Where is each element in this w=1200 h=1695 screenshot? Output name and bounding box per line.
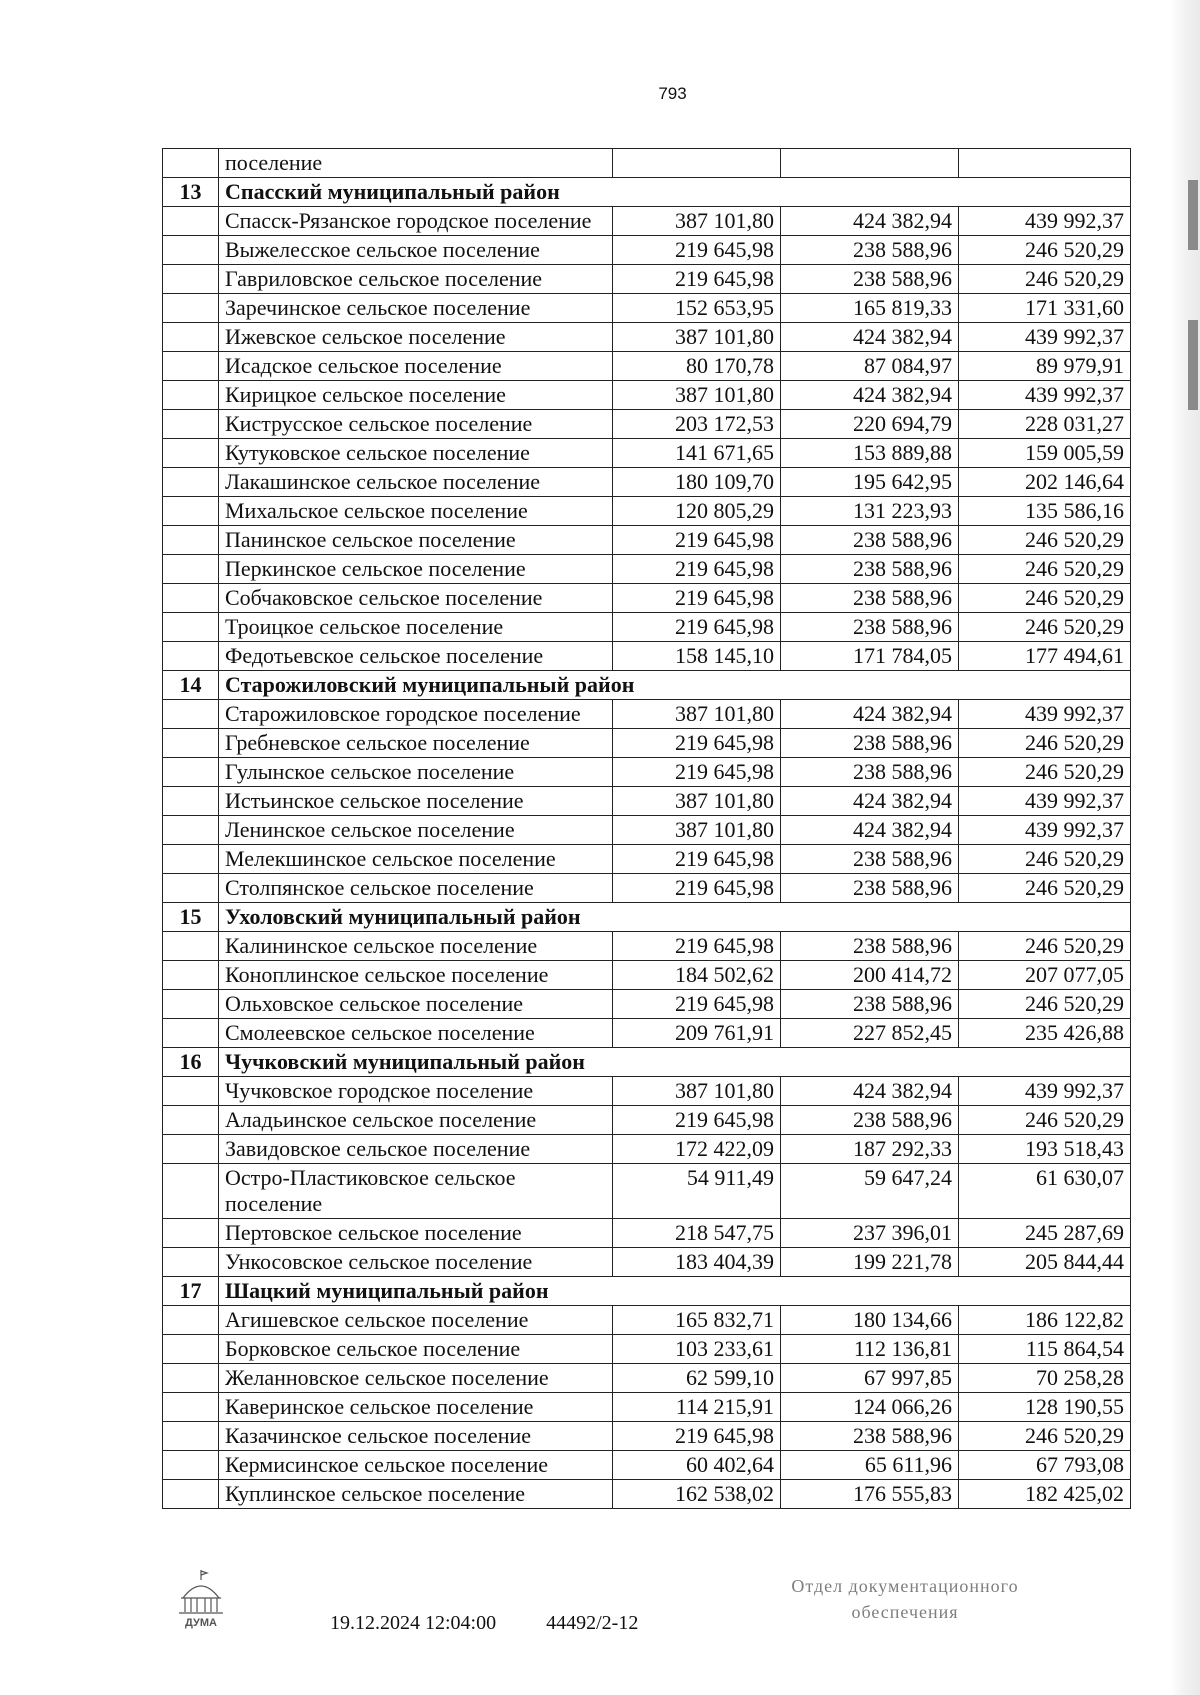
table-row — [163, 526, 1131, 555]
settlement-name: Выжелесское сельское поселение — [219, 236, 613, 265]
value-year-2: 112 136,81 — [781, 1335, 959, 1364]
table-row — [163, 1335, 1131, 1364]
value-cell — [781, 149, 959, 178]
table-row — [163, 555, 1131, 584]
settlement-name: Чучковское городское поселение — [219, 1077, 613, 1106]
table-row — [163, 874, 1131, 903]
row-number-cell — [163, 1164, 219, 1219]
table-row — [163, 1364, 1131, 1393]
settlement-name: Калининское сельское поселение — [219, 932, 613, 961]
settlement-name: Федотьевское сельское поселение — [219, 642, 613, 671]
value-year-3: 115 864,54 — [959, 1335, 1131, 1364]
value-year-2: 187 292,33 — [781, 1135, 959, 1164]
row-number-cell — [163, 265, 219, 294]
settlement-name: поселение — [219, 149, 613, 178]
value-year-2: 67 997,85 — [781, 1364, 959, 1393]
value-year-1: 54 911,49 — [613, 1164, 781, 1219]
value-cell — [613, 149, 781, 178]
district-header-row — [163, 178, 1131, 207]
value-year-1: 184 502,62 — [613, 961, 781, 990]
value-year-3: 439 992,37 — [959, 787, 1131, 816]
value-year-2: 200 414,72 — [781, 961, 959, 990]
value-year-2: 227 852,45 — [781, 1019, 959, 1048]
value-year-3: 246 520,29 — [959, 729, 1131, 758]
value-year-3: 135 586,16 — [959, 497, 1131, 526]
value-year-3: 246 520,29 — [959, 584, 1131, 613]
value-year-3: 67 793,08 — [959, 1451, 1131, 1480]
value-year-3: 228 031,27 — [959, 410, 1131, 439]
value-year-2: 238 588,96 — [781, 526, 959, 555]
row-number-cell — [163, 816, 219, 845]
value-year-3: 246 520,29 — [959, 526, 1131, 555]
district-number: 17 — [163, 1277, 219, 1306]
row-number-cell — [163, 642, 219, 671]
value-year-1: 387 101,80 — [613, 787, 781, 816]
value-year-2: 87 084,97 — [781, 352, 959, 381]
district-number: 16 — [163, 1048, 219, 1077]
budget-table — [162, 148, 1131, 1509]
value-year-3: 246 520,29 — [959, 1422, 1131, 1451]
value-year-2: 238 588,96 — [781, 584, 959, 613]
value-cell — [959, 149, 1131, 178]
value-year-1: 209 761,91 — [613, 1019, 781, 1048]
value-year-3: 246 520,29 — [959, 265, 1131, 294]
table-row — [163, 990, 1131, 1019]
row-number-cell — [163, 526, 219, 555]
budget-table-body — [163, 149, 1131, 1509]
district-header-row — [163, 1277, 1131, 1306]
value-year-3: 128 190,55 — [959, 1393, 1131, 1422]
value-year-1: 387 101,80 — [613, 323, 781, 352]
value-year-3: 439 992,37 — [959, 1077, 1131, 1106]
row-number-cell — [163, 468, 219, 497]
value-year-2: 171 784,05 — [781, 642, 959, 671]
value-year-1: 218 547,75 — [613, 1219, 781, 1248]
row-number-cell — [163, 410, 219, 439]
table-row — [163, 1451, 1131, 1480]
registration-datetime: 19.12.2024 12:04:00 — [330, 1612, 497, 1634]
settlement-name: Коноплинское сельское поселение — [219, 961, 613, 990]
table-row — [163, 1077, 1131, 1106]
value-year-1: 172 422,09 — [613, 1135, 781, 1164]
value-year-3: 235 426,88 — [959, 1019, 1131, 1048]
value-year-1: 162 538,02 — [613, 1480, 781, 1509]
value-year-3: 246 520,29 — [959, 758, 1131, 787]
row-number-cell — [163, 1364, 219, 1393]
value-year-3: 246 520,29 — [959, 845, 1131, 874]
value-year-3: 439 992,37 — [959, 700, 1131, 729]
table-row — [163, 497, 1131, 526]
value-year-3: 182 425,02 — [959, 1480, 1131, 1509]
row-number-cell — [163, 497, 219, 526]
value-year-1: 219 645,98 — [613, 758, 781, 787]
district-header-row — [163, 671, 1131, 700]
settlement-name: Исадское сельское поселение — [219, 352, 613, 381]
value-year-1: 219 645,98 — [613, 613, 781, 642]
row-number-cell — [163, 961, 219, 990]
value-year-2: 238 588,96 — [781, 1422, 959, 1451]
row-number-cell — [163, 1077, 219, 1106]
settlement-name: Остро-Пластиковское сельское поселение — [219, 1164, 613, 1219]
value-year-2: 124 066,26 — [781, 1393, 959, 1422]
row-number-cell — [163, 207, 219, 236]
value-year-2: 238 588,96 — [781, 555, 959, 584]
district-name: Шацкий муниципальный район — [219, 1277, 1131, 1306]
value-year-2: 238 588,96 — [781, 845, 959, 874]
value-year-2: 238 588,96 — [781, 613, 959, 642]
settlement-name: Гавриловское сельское поселение — [219, 265, 613, 294]
row-number-cell — [163, 1219, 219, 1248]
value-year-3: 207 077,05 — [959, 961, 1131, 990]
table-row — [163, 584, 1131, 613]
value-year-3: 245 287,69 — [959, 1219, 1131, 1248]
table-row — [163, 1480, 1131, 1509]
value-year-1: 219 645,98 — [613, 584, 781, 613]
value-year-3: 171 331,60 — [959, 294, 1131, 323]
value-year-1: 387 101,80 — [613, 381, 781, 410]
value-year-2: 238 588,96 — [781, 265, 959, 294]
table-row — [163, 1164, 1131, 1219]
settlement-name: Спасск-Рязанское городское поселение — [219, 207, 613, 236]
table-row — [163, 265, 1131, 294]
value-year-3: 246 520,29 — [959, 932, 1131, 961]
table-row — [163, 1393, 1131, 1422]
value-year-3: 205 844,44 — [959, 1248, 1131, 1277]
value-year-1: 180 109,70 — [613, 468, 781, 497]
settlement-name: Кермисинское сельское поселение — [219, 1451, 613, 1480]
value-year-2: 238 588,96 — [781, 932, 959, 961]
table-row — [163, 207, 1131, 236]
table-row — [163, 700, 1131, 729]
settlement-name: Столпянское сельское поселение — [219, 874, 613, 903]
value-year-1: 114 215,91 — [613, 1393, 781, 1422]
settlement-name: Каверинское сельское поселение — [219, 1393, 613, 1422]
table-row — [163, 1306, 1131, 1335]
table-row — [163, 1422, 1131, 1451]
value-year-2: 176 555,83 — [781, 1480, 959, 1509]
row-number-cell — [163, 845, 219, 874]
value-year-1: 219 645,98 — [613, 845, 781, 874]
value-year-3: 246 520,29 — [959, 555, 1131, 584]
table-row — [163, 729, 1131, 758]
table-row — [163, 468, 1131, 497]
value-year-1: 219 645,98 — [613, 265, 781, 294]
settlement-name: Истьинское сельское поселение — [219, 787, 613, 816]
district-header-row — [163, 903, 1131, 932]
settlement-name: Агишевское сельское поселение — [219, 1306, 613, 1335]
settlement-name: Смолеевское сельское поселение — [219, 1019, 613, 1048]
settlement-name: Куплинское сельское поселение — [219, 1480, 613, 1509]
settlement-name: Ленинское сельское поселение — [219, 816, 613, 845]
value-year-3: 439 992,37 — [959, 816, 1131, 845]
row-number-cell — [163, 1306, 219, 1335]
value-year-1: 60 402,64 — [613, 1451, 781, 1480]
district-number: 14 — [163, 671, 219, 700]
value-year-3: 193 518,43 — [959, 1135, 1131, 1164]
settlement-name: Панинское сельское поселение — [219, 526, 613, 555]
row-number-cell — [163, 1019, 219, 1048]
value-year-2: 424 382,94 — [781, 381, 959, 410]
district-name: Ухоловский муниципальный район — [219, 903, 1131, 932]
value-year-2: 131 223,93 — [781, 497, 959, 526]
value-year-3: 439 992,37 — [959, 207, 1131, 236]
value-year-2: 180 134,66 — [781, 1306, 959, 1335]
value-year-3: 246 520,29 — [959, 236, 1131, 265]
district-name: Старожиловский муниципальный район — [219, 671, 1131, 700]
settlement-name: Кирицкое сельское поселение — [219, 381, 613, 410]
table-row — [163, 845, 1131, 874]
table-row — [163, 758, 1131, 787]
row-number-cell — [163, 1135, 219, 1164]
value-year-2: 238 588,96 — [781, 1106, 959, 1135]
value-year-3: 159 005,59 — [959, 439, 1131, 468]
row-number-cell — [163, 700, 219, 729]
settlement-name: Мелекшинское сельское поселение — [219, 845, 613, 874]
row-number-cell — [163, 613, 219, 642]
value-year-1: 158 145,10 — [613, 642, 781, 671]
table-row — [163, 642, 1131, 671]
row-number-cell — [163, 323, 219, 352]
row-number-cell — [163, 236, 219, 265]
value-year-2: 59 647,24 — [781, 1164, 959, 1219]
value-year-1: 219 645,98 — [613, 932, 781, 961]
value-year-2: 165 819,33 — [781, 294, 959, 323]
settlement-name: Пертовское сельское поселение — [219, 1219, 613, 1248]
row-number-cell — [163, 352, 219, 381]
row-number-cell — [163, 932, 219, 961]
value-year-3: 177 494,61 — [959, 642, 1131, 671]
value-year-2: 238 588,96 — [781, 990, 959, 1019]
settlement-name: Собчаковское сельское поселение — [219, 584, 613, 613]
settlement-name: Аладьинское сельское поселение — [219, 1106, 613, 1135]
settlement-name: Лакашинское сельское поселение — [219, 468, 613, 497]
settlement-name: Киструсское сельское поселение — [219, 410, 613, 439]
value-year-2: 65 611,96 — [781, 1451, 959, 1480]
settlement-name: Старожиловское городское поселение — [219, 700, 613, 729]
table-row — [163, 1019, 1131, 1048]
district-header-row — [163, 1048, 1131, 1077]
table-row — [163, 236, 1131, 265]
settlement-name: Ижевское сельское поселение — [219, 323, 613, 352]
settlement-name: Перкинское сельское поселение — [219, 555, 613, 584]
value-year-2: 220 694,79 — [781, 410, 959, 439]
settlement-name: Казачинское сельское поселение — [219, 1422, 613, 1451]
value-year-2: 238 588,96 — [781, 758, 959, 787]
settlement-name: Кутуковское сельское поселение — [219, 439, 613, 468]
value-year-1: 219 645,98 — [613, 236, 781, 265]
value-year-3: 439 992,37 — [959, 381, 1131, 410]
value-year-1: 165 832,71 — [613, 1306, 781, 1335]
value-year-2: 424 382,94 — [781, 1077, 959, 1106]
row-number-cell — [163, 149, 219, 178]
duma-logo-text: ДУМА — [185, 1617, 217, 1629]
settlement-name: Желанновское сельское поселение — [219, 1364, 613, 1393]
table-row — [163, 1106, 1131, 1135]
settlement-name: Завидовское сельское поселение — [219, 1135, 613, 1164]
department-line-1: Отдел документационного — [791, 1576, 1019, 1596]
table-row — [163, 1135, 1131, 1164]
value-year-3: 246 520,29 — [959, 613, 1131, 642]
row-number-cell — [163, 555, 219, 584]
value-year-1: 219 645,98 — [613, 1422, 781, 1451]
row-number-cell — [163, 1451, 219, 1480]
row-number-cell — [163, 729, 219, 758]
table-row-continuation — [163, 149, 1131, 178]
table-row — [163, 352, 1131, 381]
settlement-name: Троицкое сельское поселение — [219, 613, 613, 642]
value-year-3: 439 992,37 — [959, 323, 1131, 352]
district-name: Чучковский муниципальный район — [219, 1048, 1131, 1077]
value-year-1: 120 805,29 — [613, 497, 781, 526]
value-year-1: 62 599,10 — [613, 1364, 781, 1393]
value-year-1: 219 645,98 — [613, 729, 781, 758]
table-row — [163, 1219, 1131, 1248]
value-year-3: 89 979,91 — [959, 352, 1131, 381]
settlement-name: Гребневское сельское поселение — [219, 729, 613, 758]
row-number-cell — [163, 787, 219, 816]
value-year-3: 246 520,29 — [959, 1106, 1131, 1135]
value-year-3: 186 122,82 — [959, 1306, 1131, 1335]
row-number-cell — [163, 1335, 219, 1364]
settlement-name: Заречинское сельское поселение — [219, 294, 613, 323]
value-year-1: 183 404,39 — [613, 1248, 781, 1277]
district-number: 13 — [163, 178, 219, 207]
value-year-1: 387 101,80 — [613, 207, 781, 236]
value-year-2: 195 642,95 — [781, 468, 959, 497]
value-year-2: 199 221,78 — [781, 1248, 959, 1277]
row-number-cell — [163, 758, 219, 787]
value-year-2: 424 382,94 — [781, 700, 959, 729]
value-year-3: 246 520,29 — [959, 990, 1131, 1019]
value-year-1: 387 101,80 — [613, 816, 781, 845]
settlement-name: Ольховское сельское поселение — [219, 990, 613, 1019]
row-number-cell — [163, 1422, 219, 1451]
table-row — [163, 323, 1131, 352]
row-number-cell — [163, 990, 219, 1019]
value-year-2: 153 889,88 — [781, 439, 959, 468]
department-line-2: обеспечения — [851, 1602, 959, 1622]
value-year-1: 103 233,61 — [613, 1335, 781, 1364]
value-year-2: 424 382,94 — [781, 323, 959, 352]
value-year-3: 202 146,64 — [959, 468, 1131, 497]
table-row — [163, 439, 1131, 468]
value-year-1: 219 645,98 — [613, 874, 781, 903]
value-year-1: 387 101,80 — [613, 700, 781, 729]
value-year-1: 219 645,98 — [613, 990, 781, 1019]
table-row — [163, 932, 1131, 961]
department-stamp — [760, 1573, 1050, 1625]
value-year-1: 219 645,98 — [613, 526, 781, 555]
value-year-1: 152 653,95 — [613, 294, 781, 323]
row-number-cell — [163, 294, 219, 323]
value-year-1: 219 645,98 — [613, 1106, 781, 1135]
table-row — [163, 613, 1131, 642]
table-row — [163, 410, 1131, 439]
value-year-1: 387 101,80 — [613, 1077, 781, 1106]
row-number-cell — [163, 1248, 219, 1277]
table-row — [163, 294, 1131, 323]
value-year-2: 238 588,96 — [781, 729, 959, 758]
district-number: 15 — [163, 903, 219, 932]
table-row — [163, 787, 1131, 816]
settlement-name: Михальское сельское поселение — [219, 497, 613, 526]
value-year-1: 219 645,98 — [613, 555, 781, 584]
row-number-cell — [163, 439, 219, 468]
table-row — [163, 816, 1131, 845]
row-number-cell — [163, 381, 219, 410]
value-year-2: 238 588,96 — [781, 874, 959, 903]
duma-logo — [173, 1568, 229, 1632]
scan-edge — [1170, 0, 1200, 1695]
value-year-2: 424 382,94 — [781, 207, 959, 236]
settlement-name: Гулынское сельское поселение — [219, 758, 613, 787]
row-number-cell — [163, 1480, 219, 1509]
value-year-2: 237 396,01 — [781, 1219, 959, 1248]
value-year-1: 141 671,65 — [613, 439, 781, 468]
table-row — [163, 1248, 1131, 1277]
value-year-3: 61 630,07 — [959, 1164, 1131, 1219]
settlement-name: Борковское сельское поселение — [219, 1335, 613, 1364]
row-number-cell — [163, 874, 219, 903]
district-name: Спасский муниципальный район — [219, 178, 1131, 207]
row-number-cell — [163, 584, 219, 613]
registration-stamp — [330, 1612, 638, 1635]
value-year-2: 424 382,94 — [781, 787, 959, 816]
table-row — [163, 381, 1131, 410]
registration-number: 44492/2-12 — [546, 1612, 639, 1634]
table-row — [163, 961, 1131, 990]
value-year-3: 246 520,29 — [959, 874, 1131, 903]
value-year-3: 70 258,28 — [959, 1364, 1131, 1393]
value-year-1: 203 172,53 — [613, 410, 781, 439]
value-year-2: 238 588,96 — [781, 236, 959, 265]
settlement-name: Ункосовское сельское поселение — [219, 1248, 613, 1277]
row-number-cell — [163, 1393, 219, 1422]
row-number-cell — [163, 1106, 219, 1135]
value-year-1: 80 170,78 — [613, 352, 781, 381]
value-year-2: 424 382,94 — [781, 816, 959, 845]
page-number: 793 — [658, 84, 687, 103]
